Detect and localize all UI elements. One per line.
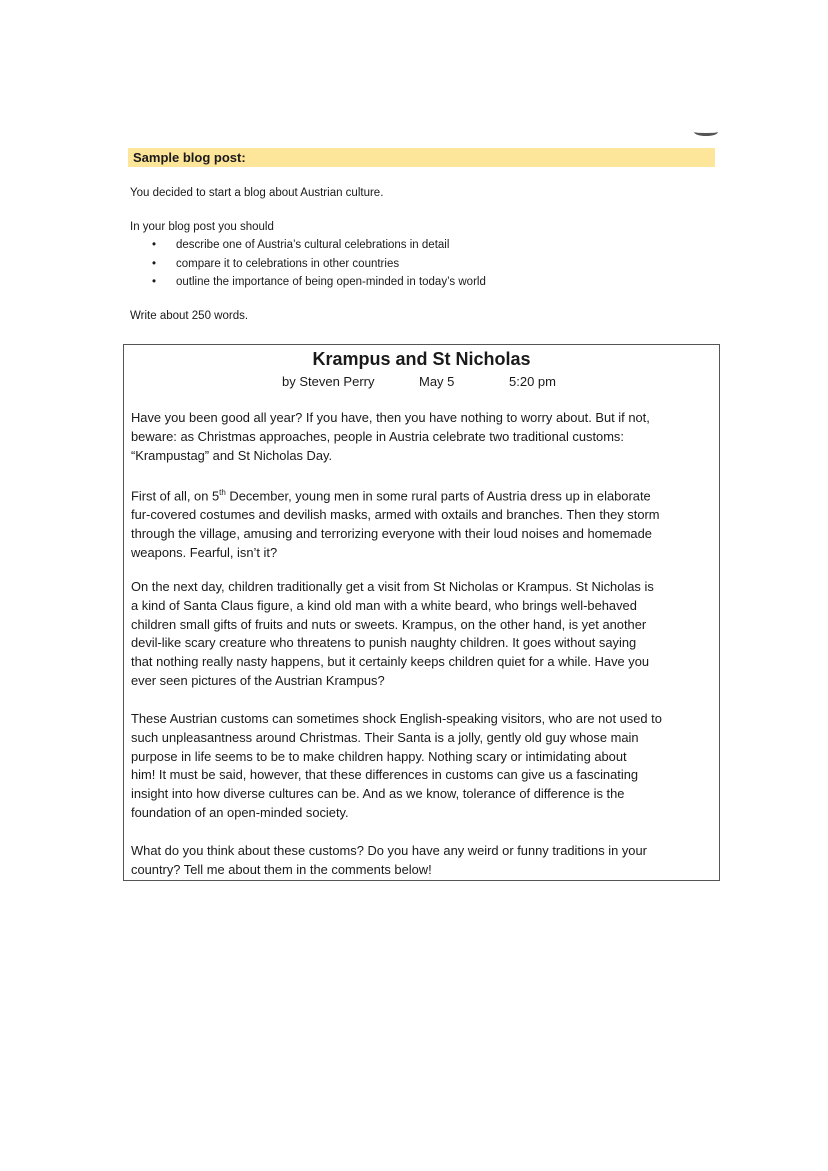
paragraph-1: [131, 409, 650, 465]
text: December, young men in some rural parts of Austria dress up in elaborate: [225, 488, 651, 504]
line: Have you been good all year? If you have, then you have nothing to worry about. But if not,: [131, 410, 650, 425]
line: On the next day, children traditionally get a visit from St Nicholas or Krampus. St Nicholas is: [131, 579, 654, 594]
task-intro: You decided to start a blog about Austrian culture.: [130, 187, 384, 199]
line: a kind of Santa Claus figure, a kind old man with a white beard, who brings well-behaved: [131, 597, 637, 613]
line: him! It must be said, however, that these differences in customs can give us a fascinating: [131, 767, 639, 783]
line: These Austrian customs can sometimes shock English-speaking visitors, who are not used to: [131, 711, 662, 726]
line: ever seen pictures of the Austrian Krampus?: [131, 672, 385, 688]
bullet-icon: •: [152, 276, 157, 288]
line: weapons. Fearful, isn’t it?: [131, 544, 278, 560]
task-bullet: describe one of Austria’s cultural celebrations in detail: [176, 239, 450, 251]
line: insight into how diverse cultures can be. And as we know, tolerance of difference is the: [131, 786, 625, 802]
paragraph-4: [131, 710, 662, 823]
word-count: Write about 250 words.: [130, 310, 249, 322]
paragraph-2: [131, 484, 660, 562]
post-author: by Steven Perry: [282, 374, 375, 389]
bullet-icon: •: [152, 239, 157, 251]
line: such unpleasantness around Christmas. Their Santa is a jolly, gently old guy whose main: [131, 729, 639, 745]
superscript: th: [219, 488, 226, 497]
line: that nothing really nasty happens, but it certainly keeps children quiet for a while. Have you: [131, 654, 650, 670]
paragraph-5: [131, 842, 647, 880]
line: devil-like scary creature who threatens to punish naughty children. It goes without saying: [131, 635, 637, 651]
task-bullet: outline the importance of being open-minded in today’s world: [176, 276, 486, 288]
line: fur-covered costumes and devilish masks, armed with oxtails and branches. Then they storm: [131, 507, 660, 523]
line: [131, 484, 660, 506]
line: What do you think about these customs? Do you have any weird or funny traditions in your: [131, 843, 647, 858]
line: purpose in life seems to be to make children happy. Nothing scary or intimidating about: [131, 748, 627, 764]
line: beware: as Christmas approaches, people in Austria celebrate two traditional customs:: [131, 428, 624, 444]
text: First of all, on 5: [131, 488, 220, 504]
line: through the village, amusing and terrorizing everyone with their loud noises and homemade: [131, 525, 652, 541]
task-bullet: compare it to celebrations in other countries: [176, 258, 400, 270]
post-date: May 5: [419, 374, 455, 389]
post-time: 5:20 pm: [509, 374, 556, 389]
line: children small gifts of fruits and nuts or sweets. Krampus, on the other hand, is yet another: [131, 616, 647, 632]
line: country? Tell me about them in the comments below!: [131, 861, 432, 877]
bullet-icon: •: [152, 258, 157, 270]
paragraph-3: [131, 578, 654, 691]
task-lead: In your blog post you should: [130, 221, 274, 233]
page-curl-mark: [694, 128, 718, 136]
line: foundation of an open-minded society.: [131, 804, 349, 820]
section-banner: [128, 148, 715, 167]
line: “Krampustag” and St Nicholas Day.: [131, 447, 333, 463]
blog-post-box: [123, 344, 720, 881]
post-title: Krampus and St Nicholas: [312, 349, 531, 369]
banner-label: Sample blog post:: [133, 150, 246, 165]
